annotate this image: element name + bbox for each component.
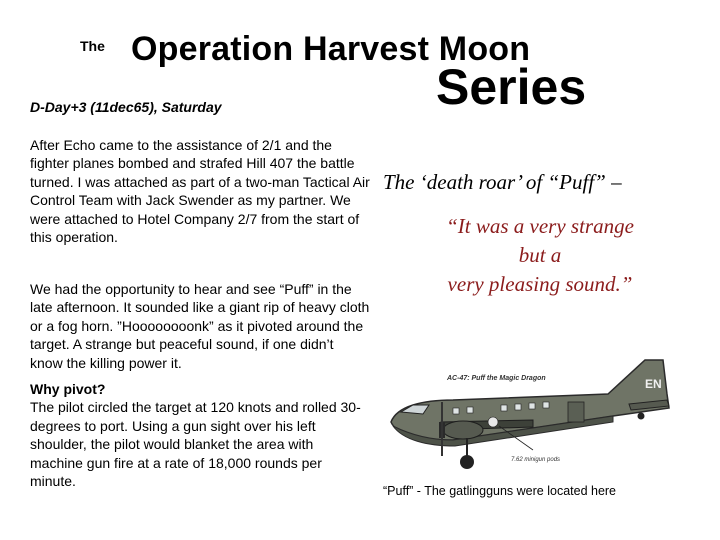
date-line: D-Day+3 (11dec65), Saturday — [30, 99, 222, 115]
image-caption: “Puff” - The gatlingguns were located here — [383, 484, 617, 498]
paragraph-3-heading: Why pivot? — [30, 381, 106, 397]
gun-callout-text: 7.62 minigun pods — [511, 457, 561, 463]
ac47-plane-image — [383, 350, 673, 475]
series-label: Series — [436, 59, 587, 115]
paragraph-1: After Echo came to the assistance of 2/1 and the fighter planes bombed and strafed Hill 407 the battle turned. I was attached as part of a two-man Tactical Air Control Team with Jack Swender as my partner. We were attached to Hotel Company 2/7 from the start of this operation. — [30, 137, 370, 246]
quote-line-2: but a — [518, 243, 562, 267]
plane-title-text: AC-47: Puff the Magic Dragon — [447, 375, 546, 382]
page-title: Operation Harvest Moon — [131, 30, 531, 68]
paragraph-3 — [30, 380, 370, 490]
quote-line-3: very pleasing sound.” — [447, 272, 633, 296]
quote — [390, 212, 690, 299]
paragraph-2: We had the opportunity to hear and see “Puff” in the late afternoon. It sounded like a giant rip of heavy cloth or a fog horn. ”Hoooooooonk” as it pivoted around the target. A strange but peaceful sound, if one didn’t know the killing power it. — [30, 281, 370, 371]
quote-line-1: “It was a very strange — [446, 214, 634, 238]
quote-intro: The ‘death roar’ of “Puff” – — [383, 170, 622, 194]
tail-code-text: EN — [645, 377, 662, 391]
paragraph-3-text: The pilot circled the target at 120 knots and rolled 30-degrees to port. Using a gun sight over his left shoulder, the pilot would blanket the area with machine gun fire at a rate of 18,000 rounds per minute. — [30, 399, 361, 490]
title-prefix: The — [80, 38, 105, 54]
